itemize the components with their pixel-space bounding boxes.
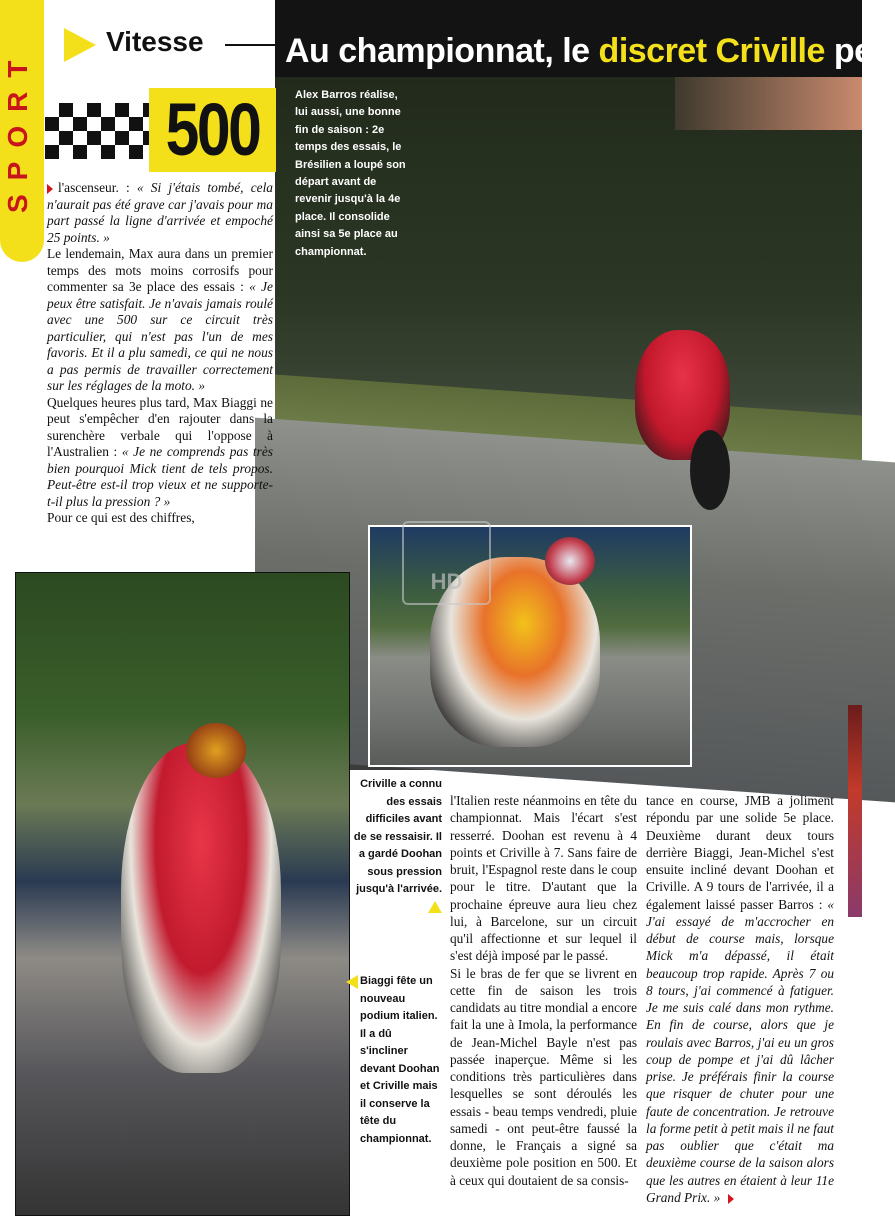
photo-edge <box>848 705 862 917</box>
paragraph: Le lendemain, Max aura dans un premier temps des mots moins corrosifs pour commenter sa 3e place des essais : « Je peux être satisfait. Je n'avais jamais roulé avec une 500 sur ce circuit très particulier, qui n'est pas l'un de mes favoris. Et il a plu samedi, ce qui ne nous a pas permis de travailler correctement sur les réglages de la moto. » <box>47 246 273 393</box>
helmet <box>186 723 246 778</box>
section-label: SPORT <box>2 46 33 214</box>
caption-criville: Criville a connu des essais difficiles avant de se ressaisir. Il a gardé Doohan sous pression jusqu'à l'arrivée. <box>350 776 442 916</box>
headline-highlight: discret Criville <box>598 32 825 70</box>
category-rule <box>225 44 275 46</box>
headline-end: pe <box>824 32 873 70</box>
middle-text-column <box>450 792 637 1189</box>
paragraph: Quelques heures plus tard, Max Biaggi ne peut s'empêcher d'en rajouter dans la surenchère verbale qui l'oppose à l'Australien : « Je ne comprends pas très bien pourquoi Mick tient de tels propos. Peut-être est-il trop vieux et ne supporte-t-il plus la pression ? » <box>47 394 273 509</box>
paragraph: Si le bras de fer que se livrent en cette fin de saison les trois candidats au titre mondial a encore fait la une à Imola, la performance de Jean-Michel Bayle n'est pas passée inaperçue. Même si les conditions très particulières dans lesquelles se sont déroulés les essais - beau temps vendredi, pluie samedi - ont peut-être faussé la donne, le Français a signé sa deuxième pole position en 500. Et à ceux qui doutaient de sa consis- <box>450 965 637 1188</box>
right-text-column <box>646 792 834 1206</box>
paragraph: l'ascenseur. : « Si j'étais tombé, cela n'aurait pas été grave car j'avais pour ma part passé la ligne d'arrivée et empoché 25 points. » <box>47 180 273 245</box>
arrow-up-icon <box>428 901 442 913</box>
end-mark-icon <box>728 1194 734 1204</box>
watermark-logo: HD <box>402 521 491 605</box>
checkered-flag-icon <box>45 103 150 159</box>
caption-barros: Alex Barros réalise, lui aussi, une bonne fin de saison : 2e temps des essais, le Brésilien a loupé son départ avant de revenir jusqu'à la 4e place. Il consolide ainsi sa 5e place au championnat. <box>295 89 406 258</box>
headline-start: Au championnat, le <box>285 32 599 70</box>
left-text-column <box>47 180 273 572</box>
helmet <box>545 537 595 585</box>
paragraph: tance en course, JMB a joliment répondu par une solide 5e place. Deuxième durant deux tours derrière Biaggi, Jean-Michel s'est ensuite incliné devant Doohan et Criville. A 9 tours de l'arrivée, il a également laissé passer Barros : « J'ai essayé de m'accrocher en début de course mais, lorsque Mick m'a dépassé, il était beaucoup trop rapide. Après 7 ou 8 tours, j'ai commencé à fatiguer. Je me suis calé dans mon rythme. En fin de course, alors que je roulais avec Barros, j'ai eu un gros coup de pompe et j'ai dû lâcher prise. Je préférais finir la course que risquer de chuter pour une faute de concentration. Je retrouve la forme petit à petit mais il ne faut pas oublier que c'était ma deuxième course de la saison alors que les autres en étaient à leur 11e Grand Prix. » <box>646 793 834 1205</box>
category-title: Vitesse <box>106 26 204 57</box>
caption-biaggi: Biaggi fête un nouveau podium italien. Il a dû s'incliner devant Doohan et Criville mais il conserve la tête du championnat. <box>360 975 440 1145</box>
bullet-icon <box>47 184 53 194</box>
rear-wheel <box>690 430 730 510</box>
paragraph: l'Italien reste néanmoins en tête du championnat. Mais l'écart s'est resserré. Doohan est revenu à 4 points et Criville à 7. Sans faire de bruit, l'Espagnol reste dans le coup pour le titre. D'autant que la prochaine épreuve aura lieu chez lui, à Barcelone, sur un circuit qu'il affectionne et sur lequel il s'est déjà imposé par le passé. <box>450 793 637 964</box>
play-arrow-icon <box>64 28 96 62</box>
headline <box>285 32 873 71</box>
paragraph: Pour ce qui est des chiffres, <box>47 510 195 525</box>
biaggi-photo <box>15 572 350 1216</box>
class-badge: 500 <box>149 88 276 172</box>
rider-biaggi <box>121 743 281 1073</box>
